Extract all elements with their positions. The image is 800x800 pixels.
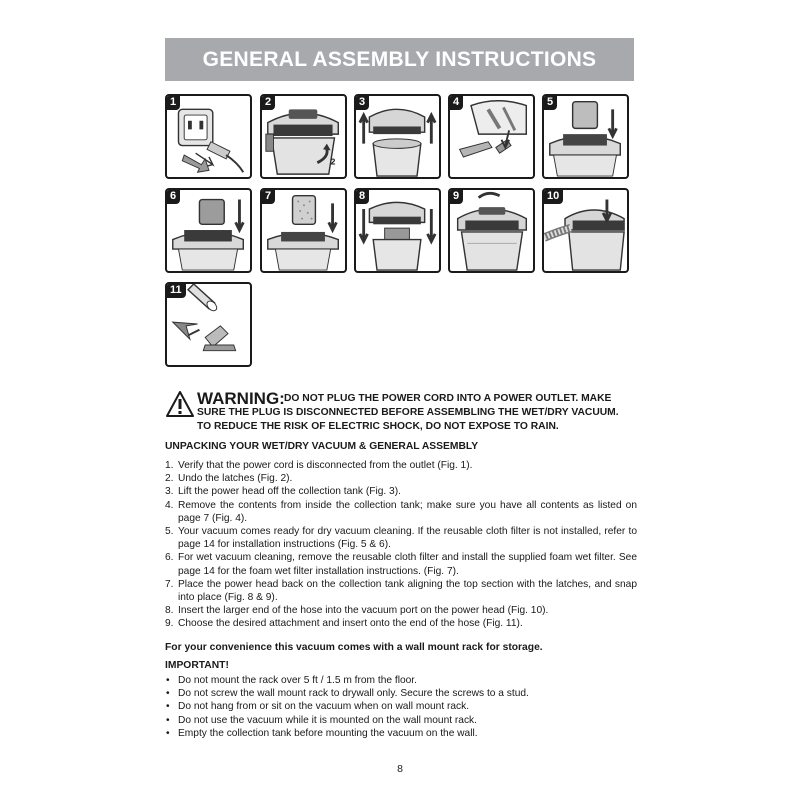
plug-outlet-icon — [167, 96, 250, 177]
figure-5 — [542, 94, 629, 179]
convenience-note: For your convenience this vacuum comes with a wall mount rack for storage. — [165, 642, 543, 653]
section-heading: UNPACKING YOUR WET/DRY VACUUM & GENERAL ASSEMBLY — [165, 441, 479, 452]
figure-number: 5 — [544, 96, 557, 110]
assembled-vacuum-icon — [450, 190, 533, 271]
figure-number: 7 — [262, 190, 275, 204]
list-item: 3. Lift the power head off the collection tank (Fig. 3). — [165, 486, 401, 498]
list-item: • Empty the collection tank before mounting the vacuum on the wall. — [166, 727, 478, 739]
figure-number: 9 — [450, 190, 463, 204]
list-item: • Do not mount the rack over 5 ft / 1.5 m from the floor. — [166, 675, 417, 686]
figure-7 — [260, 188, 347, 273]
figure-number: 11 — [167, 284, 186, 298]
list-item: • Do not screw the wall mount rack to drywall only. Secure the screws to a stud. — [166, 688, 529, 700]
figure-number: 3 — [356, 96, 369, 110]
latch-release-icon — [262, 96, 345, 177]
warning-line-2: SURE THE PLUG IS DISCONNECTED BEFORE ASSEMBLING THE WET/DRY VACUUM. — [197, 407, 619, 418]
warning-title: WARNING: — [197, 389, 285, 408]
figure-9 — [448, 188, 535, 273]
figure-1 — [165, 94, 252, 179]
warning-line-1: DO NOT PLUG THE POWER CORD INTO A POWER OUTLET. MAKE — [284, 393, 612, 404]
figure-number: 6 — [167, 190, 180, 204]
figure-number: 1 — [167, 96, 180, 110]
page-number: 8 — [397, 763, 403, 775]
figure-2 — [260, 94, 347, 179]
list-item: 2. Undo the latches (Fig. 2). — [165, 473, 293, 485]
latch-step-label: 2 — [330, 156, 336, 167]
list-item: 5. Your vacuum comes ready for dry vacuum cleaning. If the reusable cloth filter is not installed, refer to page 14 for installation instructions (Fig. 5 & 6). — [165, 526, 637, 551]
important-list — [165, 674, 637, 740]
figure-number: 2 — [262, 96, 275, 110]
list-item: 8. Insert the larger end of the hose into the vacuum port on the power head (Fig. 10). — [165, 605, 549, 617]
figure-4 — [448, 94, 535, 179]
figure-8 — [354, 188, 441, 273]
replace-power-head-icon — [356, 190, 439, 271]
remove-filter-icon — [167, 190, 250, 271]
figure-10 — [542, 188, 629, 273]
figure-11 — [165, 282, 252, 367]
foam-filter-icon — [262, 190, 345, 271]
figure-3 — [354, 94, 441, 179]
lift-power-head-icon — [356, 96, 439, 177]
figure-number: 8 — [356, 190, 369, 204]
figure-number: 4 — [450, 96, 463, 110]
list-item: 9. Choose the desired attachment and insert onto the end of the hose (Fig. 11). — [165, 618, 523, 630]
page-banner-title: GENERAL ASSEMBLY INSTRUCTIONS — [165, 38, 634, 81]
tank-contents-icon — [450, 96, 533, 177]
warning-line-3: TO REDUCE THE RISK OF ELECTRIC SHOCK, DO NOT EXPOSE TO RAIN. — [197, 421, 559, 432]
list-item: 6. For wet vacuum cleaning, remove the reusable cloth filter and install the supplied foam wet filter. See page 14 for the foam wet filter installation instructions. (Fig. 7). — [165, 552, 637, 577]
cloth-filter-icon — [544, 96, 627, 177]
figure-number: 10 — [544, 190, 563, 204]
figure-6 — [165, 188, 252, 273]
list-item: 4. Remove the contents from inside the collection tank; make sure you have all contents as listed on page 7 (Fig. 4). — [165, 499, 637, 524]
warning-triangle-icon — [166, 391, 194, 417]
important-heading: IMPORTANT! — [165, 660, 229, 671]
list-item: • Do not use the vacuum while it is mounted on the wall mount rack. — [166, 714, 477, 726]
list-item: 1. Verify that the power cord is disconnected from the outlet (Fig. 1). — [165, 460, 473, 471]
list-item: 7. Place the power head back on the collection tank aligning the top section with the latches, and snap into place (Fig. 8 & 9). — [165, 578, 637, 604]
list-item: • Do not hang from or sit on the vacuum when on wall mount rack. — [166, 701, 470, 713]
assembly-steps-list — [165, 459, 637, 631]
